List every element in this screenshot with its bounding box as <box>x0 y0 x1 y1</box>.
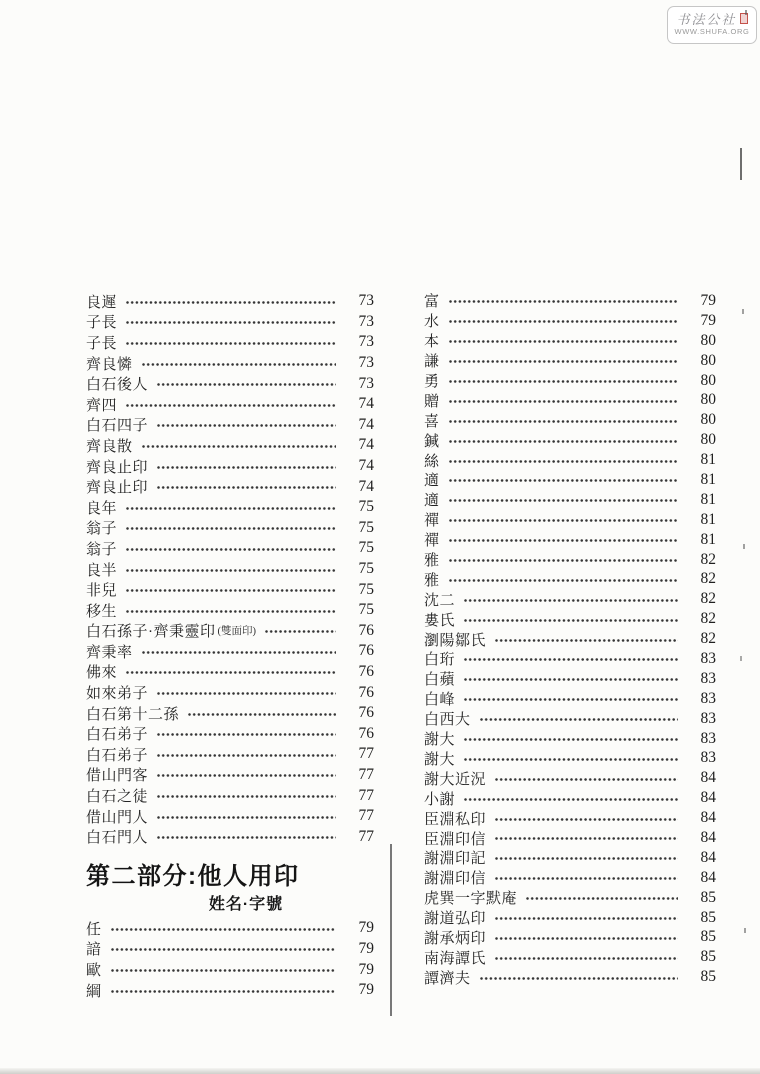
watermark-badge <box>667 6 757 44</box>
entry-label: 禪 <box>424 533 440 550</box>
entry-label: 南海譚氏 <box>424 950 487 967</box>
entry-label: 白石四子 <box>86 418 149 435</box>
entry-label: 白石之徒 <box>86 789 149 806</box>
entry-label: 如來弟子 <box>86 686 149 703</box>
dot-leader <box>126 671 336 674</box>
dot-leader <box>480 718 678 721</box>
toc-left-column <box>86 291 374 1000</box>
toc-entry <box>424 729 716 749</box>
dot-leader <box>464 738 678 741</box>
toc-entry <box>86 435 374 456</box>
toc-entry <box>86 641 374 662</box>
toc-right-column <box>424 291 716 987</box>
dot-leader <box>449 400 678 403</box>
entry-page-number: 85 <box>700 928 716 946</box>
entry-page-number: 83 <box>700 689 716 707</box>
dot-leader <box>265 630 336 633</box>
toc-entry <box>424 669 716 689</box>
entry-page-number: 79 <box>358 919 374 937</box>
dot-leader <box>449 460 678 463</box>
entry-page-number: 80 <box>700 371 716 389</box>
toc-entry <box>424 291 716 311</box>
dot-leader <box>449 300 678 303</box>
entry-page-number: 77 <box>358 807 374 825</box>
toc-list-left-after-section <box>86 918 374 1000</box>
entry-label: 綱 <box>86 983 102 1000</box>
entry-label: 鍼 <box>424 433 440 450</box>
dot-leader <box>495 778 678 781</box>
scan-artifact-bottom-edge <box>0 1068 760 1074</box>
entry-label: 白石孫子·齊秉靈印 <box>86 624 216 641</box>
entry-label: 水 <box>424 314 440 331</box>
toc-entry <box>424 530 716 550</box>
entry-page-number: 83 <box>700 729 716 747</box>
entry-label: 勇 <box>424 374 440 391</box>
entry-page-number: 83 <box>700 649 716 667</box>
dot-leader <box>126 610 336 613</box>
toc-entry <box>424 848 716 868</box>
entry-label: 臣淵私印 <box>424 811 487 828</box>
entry-page-number: 83 <box>700 669 716 687</box>
entry-note: (雙面印) <box>217 626 256 638</box>
toc-entry <box>424 908 716 928</box>
entry-page-number: 74 <box>358 395 374 413</box>
entry-page-number: 76 <box>358 704 374 722</box>
entry-label: 小謝 <box>424 791 456 808</box>
toc-entry <box>424 450 716 470</box>
toc-entry <box>86 959 374 980</box>
entry-label: 瀏陽鄒氏 <box>424 632 487 649</box>
entry-page-number: 79 <box>358 960 374 978</box>
toc-entry <box>424 888 716 908</box>
entry-label: 雅 <box>424 553 440 570</box>
toc-entry <box>86 497 374 518</box>
entry-page-number: 75 <box>358 601 374 619</box>
scan-artifact-dash <box>744 928 746 933</box>
dot-leader <box>157 816 336 819</box>
entry-page-number: 80 <box>700 331 716 349</box>
entry-page-number: 85 <box>700 908 716 926</box>
entry-page-number: 75 <box>358 580 374 598</box>
entry-label: 謝大 <box>424 732 456 749</box>
toc-entry <box>86 415 374 436</box>
toc-entry <box>424 331 716 351</box>
dot-leader <box>495 877 678 880</box>
entry-label: 白峰 <box>424 692 456 709</box>
dot-leader <box>464 599 678 602</box>
entry-label: 子長 <box>86 315 118 332</box>
entry-page-number: 75 <box>358 518 374 536</box>
entry-label: 非兒 <box>86 583 118 600</box>
toc-entry <box>424 390 716 410</box>
toc-entry <box>86 476 374 497</box>
entry-page-number: 84 <box>700 789 716 807</box>
toc-entry <box>424 351 716 371</box>
entry-page-number: 74 <box>358 457 374 475</box>
entry-label: 譚濟夫 <box>424 970 471 987</box>
entry-label: 翁子 <box>86 521 118 538</box>
toc-entry <box>424 928 716 948</box>
toc-entry <box>424 748 716 768</box>
entry-page-number: 77 <box>358 827 374 845</box>
entry-page-number: 84 <box>700 828 716 846</box>
entry-page-number: 73 <box>358 292 374 310</box>
entry-label: 贈 <box>424 393 440 410</box>
dot-leader <box>157 486 336 489</box>
entry-label: 借山門人 <box>86 809 149 826</box>
entry-label: 移生 <box>86 603 118 620</box>
entry-page-number: 84 <box>700 848 716 866</box>
dot-leader <box>449 539 678 542</box>
toc-entry <box>86 373 374 394</box>
toc-list-right <box>424 291 716 987</box>
entry-page-number: 73 <box>358 374 374 392</box>
toc-entry <box>424 629 716 649</box>
toc-entry <box>86 744 374 765</box>
entry-label: 適 <box>424 473 440 490</box>
entry-label: 白珩 <box>424 652 456 669</box>
toc-entry <box>424 947 716 967</box>
toc-entry <box>86 353 374 374</box>
toc-entry <box>86 312 374 333</box>
scan-artifact-dash <box>745 10 747 15</box>
entry-page-number: 74 <box>358 477 374 495</box>
dot-leader <box>111 969 336 972</box>
dot-leader <box>111 948 336 951</box>
toc-entry <box>86 579 374 600</box>
entry-label: 任 <box>86 921 102 938</box>
dot-leader <box>126 342 336 345</box>
entry-page-number: 79 <box>700 291 716 309</box>
watermark-title: 书法公社 <box>676 12 737 27</box>
entry-label: 謝淵印記 <box>424 851 487 868</box>
dot-leader <box>495 857 678 860</box>
entry-label: 本 <box>424 334 440 351</box>
entry-page-number: 81 <box>700 470 716 488</box>
entry-page-number: 75 <box>358 498 374 516</box>
entry-label: 借山門客 <box>86 768 149 785</box>
entry-page-number: 77 <box>358 786 374 804</box>
dot-leader <box>126 569 336 572</box>
toc-entry <box>86 394 374 415</box>
entry-label: 謝道弘印 <box>424 911 487 928</box>
dot-leader <box>449 519 678 522</box>
toc-entry <box>424 490 716 510</box>
entry-page-number: 75 <box>358 560 374 578</box>
toc-entry <box>86 980 374 1001</box>
dot-leader <box>188 713 336 716</box>
entry-label: 婁氏 <box>424 612 456 629</box>
dot-leader <box>142 445 336 448</box>
toc-entry <box>86 332 374 353</box>
entry-page-number: 84 <box>700 809 716 827</box>
entry-label: 諳 <box>86 942 102 959</box>
entry-page-number: 79 <box>700 311 716 329</box>
entry-page-number: 85 <box>700 968 716 986</box>
toc-entry <box>424 510 716 530</box>
dot-leader <box>157 774 336 777</box>
toc-entry <box>424 371 716 391</box>
toc-entry <box>86 826 374 847</box>
toc-entry <box>424 470 716 490</box>
scan-artifact-dash <box>743 544 745 549</box>
toc-entry <box>86 918 374 939</box>
dot-leader <box>480 977 678 980</box>
watermark-url: WWW.SHUFA.ORG <box>674 27 750 36</box>
entry-page-number: 81 <box>700 451 716 469</box>
toc-entry <box>424 828 716 848</box>
entry-label: 白石後人 <box>86 377 149 394</box>
entry-page-number: 83 <box>700 709 716 727</box>
entry-label: 齊良散 <box>86 438 133 455</box>
toc-entry <box>86 939 374 960</box>
dot-leader <box>495 957 678 960</box>
entry-page-number: 73 <box>358 354 374 372</box>
dot-leader <box>111 928 336 931</box>
dot-leader <box>157 383 336 386</box>
entry-label: 謝承炳印 <box>424 930 487 947</box>
dot-leader <box>126 404 336 407</box>
entry-label: 謝淵印信 <box>424 871 487 888</box>
entry-label: 白石門人 <box>86 830 149 847</box>
dot-leader <box>449 340 678 343</box>
toc-entry <box>424 609 716 629</box>
dot-leader <box>449 360 678 363</box>
dot-leader <box>126 589 336 592</box>
entry-label: 謝大近況 <box>424 771 487 788</box>
entry-label: 謙 <box>424 354 440 371</box>
dot-leader <box>464 758 678 761</box>
entry-label: 禪 <box>424 513 440 530</box>
dot-leader <box>449 420 678 423</box>
dot-leader <box>157 754 336 757</box>
entry-label: 白西大 <box>424 712 471 729</box>
dot-leader <box>449 579 678 582</box>
scan-artifact-edge-line <box>740 148 742 180</box>
dot-leader <box>495 937 678 940</box>
entry-label: 良半 <box>86 562 118 579</box>
scan-artifact-dash <box>740 656 742 661</box>
entry-page-number: 81 <box>700 510 716 528</box>
entry-page-number: 82 <box>700 610 716 628</box>
dot-leader <box>157 692 336 695</box>
toc-entry <box>424 311 716 331</box>
entry-page-number: 74 <box>358 436 374 454</box>
entry-page-number: 79 <box>358 981 374 999</box>
entry-page-number: 82 <box>700 630 716 648</box>
entry-label: 子長 <box>86 335 118 352</box>
entry-label: 齊良憐 <box>86 356 133 373</box>
section-subheading: 姓名·字號 <box>208 896 284 914</box>
toc-entry <box>424 569 716 589</box>
entry-label: 齊四 <box>86 397 118 414</box>
toc-entry <box>86 559 374 580</box>
entry-label: 富 <box>424 294 440 311</box>
entry-label: 虎巽一字默庵 <box>424 891 518 908</box>
toc-entry <box>424 967 716 987</box>
entry-label: 良年 <box>86 500 118 517</box>
entry-page-number: 76 <box>358 683 374 701</box>
dot-leader <box>464 798 678 801</box>
entry-page-number: 80 <box>700 351 716 369</box>
entry-page-number: 83 <box>700 749 716 767</box>
entry-label: 白石弟子 <box>86 727 149 744</box>
toc-entry <box>86 291 374 312</box>
entry-page-number: 80 <box>700 411 716 429</box>
entry-label: 雅 <box>424 572 440 589</box>
toc-entry <box>86 456 374 477</box>
toc-entry <box>86 785 374 806</box>
dot-leader <box>142 363 336 366</box>
toc-entry <box>86 621 374 642</box>
toc-entry <box>424 410 716 430</box>
dot-leader <box>157 795 336 798</box>
entry-page-number: 76 <box>358 621 374 639</box>
entry-label: 齊良止印 <box>86 480 149 497</box>
scan-artifact-column-line <box>390 844 392 1016</box>
entry-page-number: 84 <box>700 769 716 787</box>
dot-leader <box>126 301 336 304</box>
toc-entry <box>424 430 716 450</box>
dot-leader <box>142 651 336 654</box>
dot-leader <box>464 698 678 701</box>
entry-label: 絲 <box>424 453 440 470</box>
dot-leader <box>157 733 336 736</box>
entry-page-number: 77 <box>358 765 374 783</box>
entry-label: 歐 <box>86 963 102 980</box>
dot-leader <box>126 548 336 551</box>
toc-entry <box>86 518 374 539</box>
entry-label: 沈二 <box>424 592 456 609</box>
entry-page-number: 77 <box>358 745 374 763</box>
dot-leader <box>495 639 678 642</box>
entry-page-number: 79 <box>358 939 374 957</box>
dot-leader <box>464 678 678 681</box>
toc-entry <box>424 589 716 609</box>
dot-leader <box>126 507 336 510</box>
entry-label: 翁子 <box>86 541 118 558</box>
entry-page-number: 75 <box>358 539 374 557</box>
dot-leader <box>126 321 336 324</box>
dot-leader <box>526 897 678 900</box>
dot-leader <box>157 424 336 427</box>
dot-leader <box>495 837 678 840</box>
entry-page-number: 82 <box>700 590 716 608</box>
entry-page-number: 73 <box>358 312 374 330</box>
dot-leader <box>111 990 336 993</box>
entry-page-number: 85 <box>700 888 716 906</box>
entry-label: 良遲 <box>86 294 118 311</box>
toc-entry <box>424 868 716 888</box>
dot-leader <box>157 466 336 469</box>
entry-label: 適 <box>424 493 440 510</box>
entry-label: 白蘋 <box>424 672 456 689</box>
toc-entry <box>86 662 374 683</box>
entry-label: 白石弟子 <box>86 747 149 764</box>
entry-label: 臣淵印信 <box>424 831 487 848</box>
dot-leader <box>495 917 678 920</box>
toc-entry <box>424 689 716 709</box>
toc-entry <box>424 649 716 669</box>
section-heading: 第二部分:他人用印 <box>86 863 300 891</box>
entry-page-number: 73 <box>358 333 374 351</box>
dot-leader <box>449 440 678 443</box>
toc-entry <box>424 768 716 788</box>
toc-list-left <box>86 291 374 847</box>
dot-leader <box>449 559 678 562</box>
entry-page-number: 82 <box>700 570 716 588</box>
toc-entry <box>424 550 716 570</box>
entry-label: 齊良止印 <box>86 459 149 476</box>
entry-page-number: 81 <box>700 530 716 548</box>
toc-entry <box>424 709 716 729</box>
entry-page-number: 80 <box>700 391 716 409</box>
dot-leader <box>449 499 678 502</box>
toc-entry <box>86 765 374 786</box>
entry-label: 謝大 <box>424 751 456 768</box>
toc-entry <box>86 703 374 724</box>
toc-entry <box>424 788 716 808</box>
entry-page-number: 76 <box>358 642 374 660</box>
entry-page-number: 76 <box>358 662 374 680</box>
dot-leader <box>464 658 678 661</box>
dot-leader <box>157 836 336 839</box>
entry-label: 白石第十二孫 <box>86 706 180 723</box>
entry-page-number: 81 <box>700 490 716 508</box>
dot-leader <box>464 619 678 622</box>
entry-page-number: 84 <box>700 868 716 886</box>
entry-page-number: 82 <box>700 550 716 568</box>
toc-entry <box>86 806 374 827</box>
watermark-title-row <box>668 10 756 27</box>
dot-leader <box>449 479 678 482</box>
toc-entry <box>424 808 716 828</box>
toc-entry <box>86 538 374 559</box>
toc-entry <box>86 682 374 703</box>
dot-leader <box>495 818 678 821</box>
scan-artifact-dash <box>742 309 744 314</box>
entry-page-number: 74 <box>358 415 374 433</box>
entry-page-number: 80 <box>700 431 716 449</box>
entry-label: 喜 <box>424 413 440 430</box>
entry-label: 佛來 <box>86 665 118 682</box>
dot-leader <box>126 527 336 530</box>
entry-label: 齊秉率 <box>86 644 133 661</box>
toc-entry <box>86 600 374 621</box>
entry-page-number: 76 <box>358 724 374 742</box>
dot-leader <box>449 380 678 383</box>
entry-page-number: 85 <box>700 948 716 966</box>
toc-entry <box>86 723 374 744</box>
dot-leader <box>449 320 678 323</box>
